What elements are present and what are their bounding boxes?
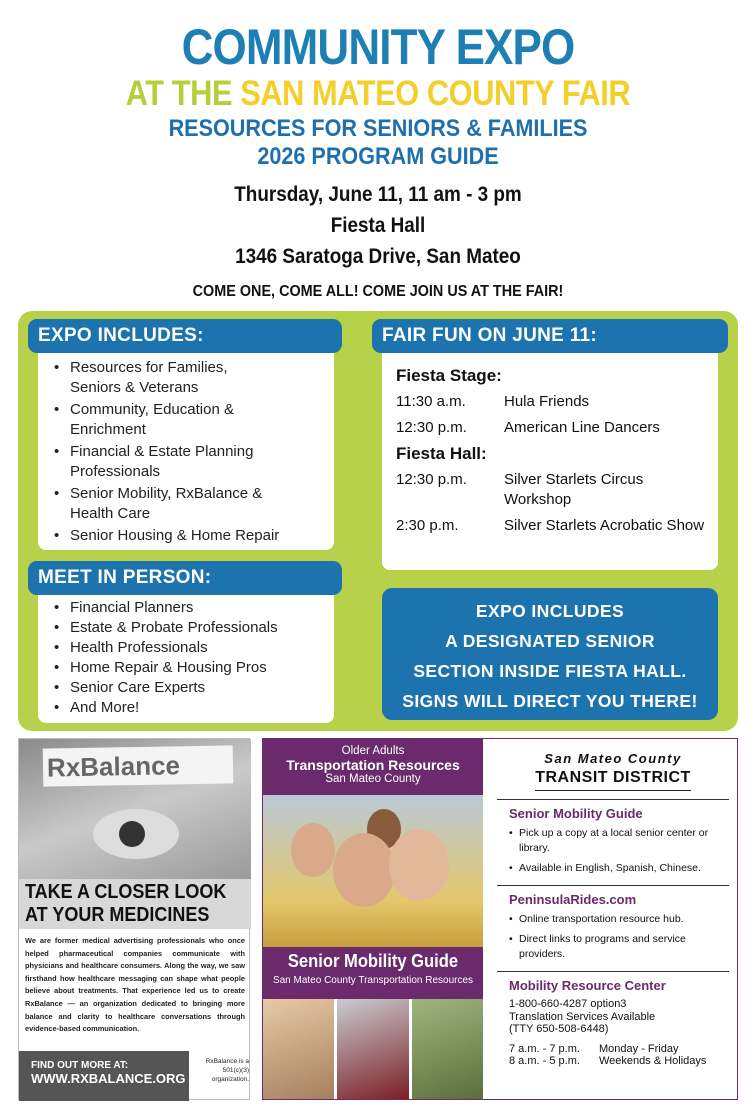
list-item: • Online transportation resource hub.	[509, 912, 729, 927]
list-item: • Community, Education & Enrichment	[48, 400, 248, 440]
subtitle-part1: AT THE	[125, 74, 233, 113]
fiesta-stage-heading: Fiesta Stage:	[396, 366, 502, 385]
schedule-event: Silver Starlets Circus Workshop	[504, 471, 644, 508]
peninsula-rides-section	[497, 885, 729, 971]
transit-ad-right	[497, 739, 729, 1099]
meet-in-person-heading: MEET IN PERSON:	[28, 561, 342, 595]
event-date: Thursday, June 11, 11 am - 3 pm	[234, 183, 522, 206]
rx-find-out: FIND OUT MORE AT:	[31, 1060, 129, 1071]
expo-includes-list	[48, 358, 326, 546]
torn-paper-eye-image	[19, 739, 251, 879]
event-address: 1346 Saratoga Drive, San Mateo	[235, 245, 521, 268]
rx-footer	[19, 1051, 189, 1101]
rx-url[interactable]: WWW.RXBALANCE.ORG	[31, 1071, 186, 1086]
list-item: • Estate & Probate Professionals	[48, 618, 326, 638]
list-item: • Senior Housing & Home Repair	[48, 526, 326, 546]
rx-headline-line1: TAKE A CLOSER LOOK	[25, 881, 227, 903]
hours-days: Weekends & Holidays	[599, 1055, 707, 1067]
event-venue: Fiesta Hall	[330, 214, 426, 237]
schedule-row	[396, 392, 708, 412]
schedule-time: 2:30 p.m.	[396, 517, 459, 534]
list-item: • Senior Mobility, RxBalance & Health Care	[48, 484, 298, 524]
program-guide-line: 2026 PROGRAM GUIDE	[257, 143, 499, 170]
eye-icon	[93, 809, 179, 859]
list-item: • Senior Care Experts	[48, 678, 326, 698]
guide-title: Senior Mobility Guide	[287, 951, 459, 971]
schedule-row	[396, 418, 708, 438]
page-title: COMMUNITY EXPO	[181, 19, 575, 75]
schedule-row	[396, 470, 708, 510]
list-item: • Resources for Families, Seniors & Veterans	[48, 358, 248, 398]
transit-top-line2: Transportation Resources	[286, 757, 460, 773]
rx-nonprofit-note: RxBalance is a 501(c)(3) organization.	[205, 1058, 249, 1083]
transit-ad	[262, 738, 738, 1100]
rxbalance-ad	[18, 738, 250, 1100]
hours-time: 7 a.m. - 7 p.m.	[509, 1042, 580, 1055]
list-item: • Financial & Estate Planning Professionals	[48, 442, 288, 482]
schedule-row	[396, 516, 708, 536]
schedule-event: Hula Friends	[504, 393, 590, 410]
subtitle-part2: SAN MATEO COUNTY FAIR	[240, 74, 631, 113]
notice-line: A DESIGNATED SENIOR	[445, 631, 655, 651]
transit-ad-left	[263, 739, 483, 1099]
list-item: • Direct links to programs and service providers.	[509, 932, 729, 962]
section-title[interactable]: PeninsulaRides.com	[509, 892, 637, 907]
section-title: Mobility Resource Center	[509, 978, 666, 993]
notice-line: SIGNS WILL DIRECT YOU THERE!	[402, 691, 698, 711]
resources-line: RESOURCES FOR SENIORS & FAMILIES	[168, 115, 588, 142]
hours-row	[509, 1043, 729, 1056]
rx-body-text: We are former medical advertising professionals who once helped pharmaceutical companies communicate with physicians and healthcare consumers. Along the way, we saw firsthand how healthcare messaging can shape what people believe about treatments. That experience led us to create RxBalance — an organization dedicated to bringing more balance and clarity to healthcare conversations through evidence-based communication.	[25, 936, 245, 1034]
schedule-event: American Line Dancers	[504, 419, 660, 436]
fair-fun-card	[382, 340, 718, 570]
expo-includes-card	[38, 338, 334, 550]
seniors-photo	[263, 795, 483, 947]
mobility-resource-center-section	[497, 971, 729, 1072]
notice-line: SECTION INSIDE FIESTA HALL.	[413, 661, 687, 681]
meet-in-person-list	[48, 598, 326, 718]
rxbalance-logo: RxBalance	[43, 745, 234, 786]
samtrans-logo	[497, 751, 729, 791]
list-item: • Financial Planners	[48, 598, 326, 618]
transit-top-line3: San Mateo County	[325, 773, 421, 785]
transit-ad-top-banner	[263, 739, 483, 795]
guide-photos	[263, 999, 483, 1099]
section-title: Senior Mobility Guide	[509, 806, 643, 821]
guide-subtitle: San Mateo County Transportation Resources	[272, 975, 474, 986]
schedule-event: Silver Starlets Acrobatic Show	[504, 517, 705, 534]
transit-top-line1: Older Adults	[341, 745, 405, 757]
brand-district: TRANSIT DISTRICT	[535, 769, 691, 791]
tagline: COME ONE, COME ALL! COME JOIN US AT THE FAIR!	[192, 283, 564, 300]
rx-headline	[19, 879, 251, 929]
schedule-time: 12:30 p.m.	[396, 471, 467, 488]
tty-number: (TTY 650-508-6448)	[509, 1023, 609, 1035]
list-item: • Available in English, Spanish, Chinese.	[509, 861, 729, 876]
meet-in-person-card	[38, 581, 334, 723]
list-item: • And More!	[48, 698, 326, 718]
page-subtitle	[45, 74, 710, 114]
phone-number: 1-800-660-4287 option3	[509, 998, 627, 1010]
hours-row	[509, 1055, 729, 1068]
fiesta-hall-heading: Fiesta Hall:	[396, 444, 487, 463]
fair-fun-heading: FAIR FUN ON JUNE 11:	[372, 319, 728, 353]
brand-county: San Mateo County	[544, 751, 682, 766]
translation-note: Translation Services Available	[509, 1010, 656, 1023]
notice-line: EXPO INCLUDES	[475, 601, 625, 621]
rx-headline-line2: AT YOUR MEDICINES	[25, 904, 210, 926]
list-item: • Home Repair & Housing Pros	[48, 658, 326, 678]
schedule-time: 12:30 p.m.	[396, 419, 467, 436]
schedule-time: 11:30 a.m.	[396, 393, 466, 410]
list-item: • Health Professionals	[48, 638, 326, 658]
guide-banner	[263, 947, 483, 999]
hours-time: 8 a.m. - 5 p.m.	[509, 1055, 580, 1067]
senior-section-notice	[382, 588, 718, 720]
senior-mobility-guide-section	[497, 799, 729, 885]
list-item: • Pick up a copy at a local senior center or library.	[509, 826, 729, 856]
expo-includes-heading: EXPO INCLUDES:	[28, 319, 342, 353]
hours-days: Monday - Friday	[599, 1042, 679, 1055]
